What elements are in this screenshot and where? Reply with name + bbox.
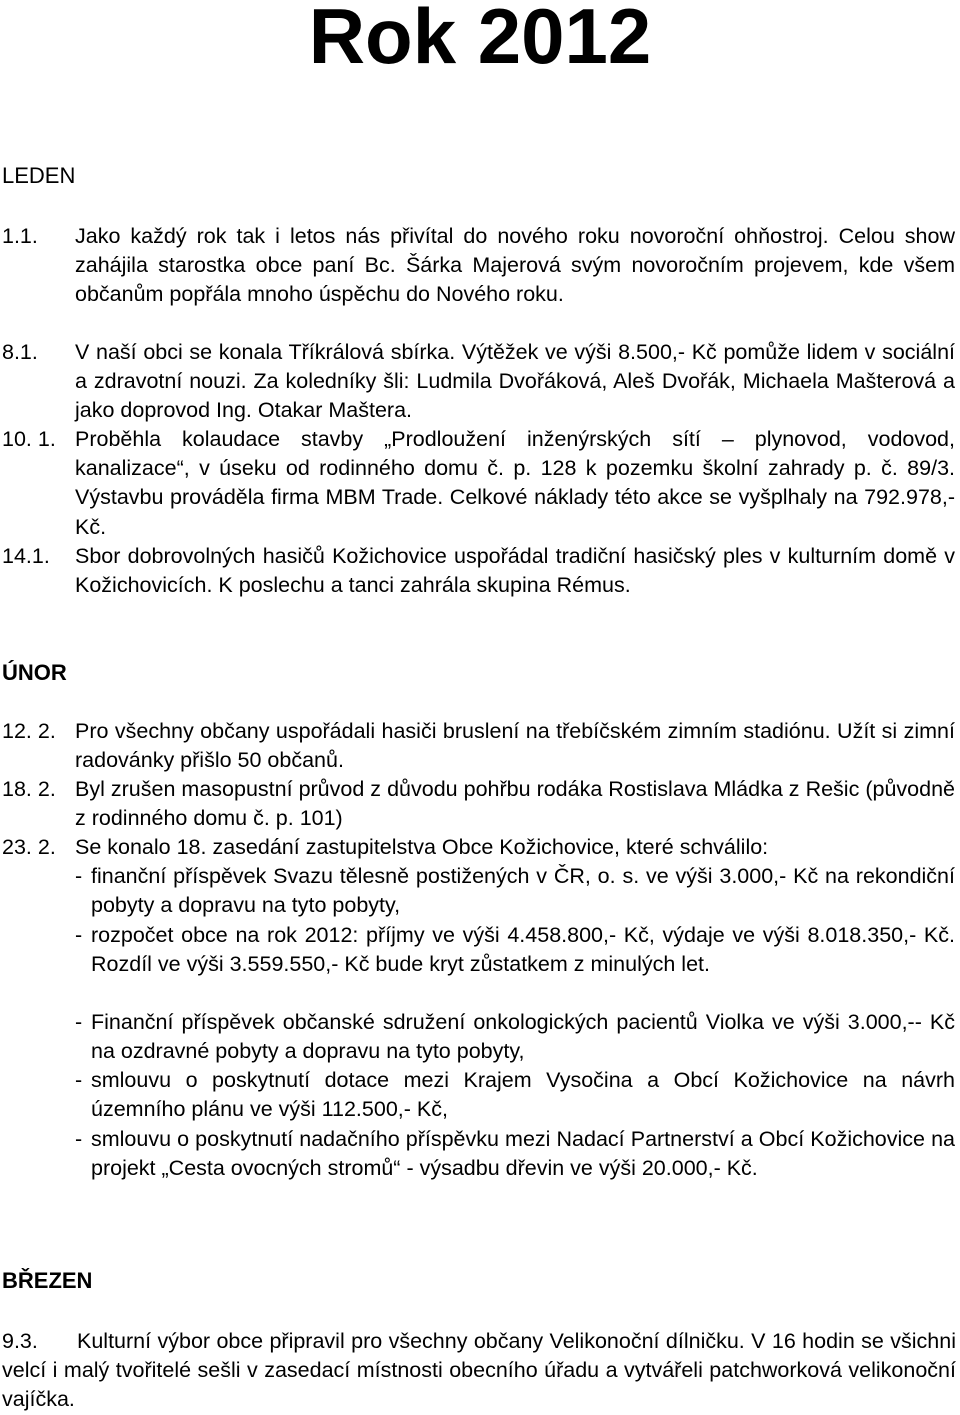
list-item bbox=[0, 338, 960, 426]
resolution-text: finanční příspěvek Svazu tělesně postižených v ČR, o. s. ve výši 3.000,- Kč na rekondiční pobyty a dopravu na tyto pobyty, bbox=[91, 864, 955, 918]
entry-date: 1.1. bbox=[2, 224, 38, 248]
resolution-text: smlouvu o poskytnutí nadačního příspěvku mezi Nadací Partnerství a Obcí Kožichovice na projekt „Cesta ovocných stromů“ - výsadbu dřevin ve výši 20.000,- Kč. bbox=[91, 1127, 955, 1181]
month-heading-leden: LEDEN bbox=[2, 163, 76, 188]
list-dash: - bbox=[75, 1127, 83, 1151]
resolution-item bbox=[75, 1125, 955, 1183]
entry-date: 23. 2. bbox=[2, 835, 56, 859]
entry-text: V naší obci se konala Tříkrálová sbírka. Výtěžek ve výši 8.500,- Kč pomůže lidem v sociální a zdravotní nouzi. Za koledníky šli: Ludmila Dvořáková, Aleš Dvořák, Michaela Mašterová a jako doprovod Ing. Otakar Maštera. bbox=[75, 340, 955, 423]
entry-date: 12. 2. bbox=[2, 719, 56, 743]
entry-date: 18. 2. bbox=[2, 777, 56, 801]
resolution-item bbox=[75, 921, 955, 979]
entry-text: Se konalo 18. zasedání zastupitelstva Obce Kožichovice, které schválilo: bbox=[75, 835, 769, 859]
resolution-item bbox=[75, 1008, 955, 1066]
entry-text-body: Kulturní výbor obce připravil pro všechny občany Velikonoční dílničku. V 16 hodin se všichni velcí i malý tvořitelé sešli v zasedací místnosti obecního úřadu a vytvářeli patchworková velikonoční vajíčka. bbox=[2, 1329, 956, 1412]
page-title: Rok 2012 bbox=[308, 0, 652, 80]
list-item bbox=[0, 775, 960, 833]
entry-date: 14.1. bbox=[2, 544, 50, 568]
list-item bbox=[0, 717, 960, 775]
list-item bbox=[0, 833, 960, 862]
list-dash: - bbox=[75, 923, 83, 947]
month-heading-brezen: BŘEZEN bbox=[2, 1268, 93, 1293]
entry-text: Pro všechny občany uspořádali hasiči bruslení na třebíčském zimním stadiónu. Užít si zimní radovánky přišlo 50 občanů. bbox=[75, 719, 955, 773]
resolution-text: rozpočet obce na rok 2012: příjmy ve výši 4.458.800,- Kč, výdaje ve výši 8.018.350,- Kč. Rozdíl ve výši 3.559.550,- Kč bude kryt zůstatkem z minulých let. bbox=[91, 923, 955, 977]
entry-date: 10. 1. bbox=[2, 427, 56, 451]
resolution-item bbox=[75, 1066, 955, 1124]
entry-text: Proběhla kolaudace stavby „Prodloužení inženýrských sítí – plynovod, vodovod, kanalizace“, v úseku od rodinného domu č. p. 128 k pozemku školní zahrady p. č. 89/3. Výstavbu prováděla firma MBM Trade. Celkové náklady této akce se vyšplhaly na 792.978,- Kč. bbox=[75, 427, 955, 539]
entry-text: Jako každý rok tak i letos nás přivítal do nového roku novoroční ohňostroj. Celou show zahájila starostka obce paní Bc. Šárka Majerová svým novoročním projevem, kde všem občanům popřála mnoho úspěchu do Nového roku. bbox=[75, 224, 955, 307]
list-item bbox=[0, 542, 960, 600]
entry-text bbox=[0, 1327, 956, 1415]
entry-text: Sbor dobrovolných hasičů Kožichovice uspořádal tradiční hasičský ples v kulturním domě v Kožichovicích. K poslechu a tanci zahrála skupina Rémus. bbox=[75, 544, 955, 598]
entry-text: Byl zrušen masopustní průvod z důvodu pohřbu rodáka Rostislava Mládka z Rešic (původně z rodinného domu č. p. 101) bbox=[75, 777, 955, 831]
entry-date: 9.3. bbox=[2, 1329, 38, 1353]
resolution-item bbox=[75, 862, 955, 920]
entry-date: 8.1. bbox=[2, 340, 38, 364]
resolution-text: smlouvu o poskytnutí dotace mezi Krajem Vysočina a Obcí Kožichovice na návrh územního plánu ve výši 112.500,- Kč, bbox=[91, 1068, 955, 1122]
list-dash: - bbox=[75, 1068, 83, 1092]
list-item bbox=[0, 1327, 960, 1415]
list-dash: - bbox=[75, 1010, 83, 1034]
resolution-text: Finanční příspěvek občanské sdružení onkologických pacientů Violka ve výši 3.000,-- Kč na ozdravné pobyty a dopravu na tyto pobyty, bbox=[91, 1010, 955, 1064]
list-item bbox=[0, 425, 960, 542]
list-item bbox=[0, 222, 960, 310]
list-dash: - bbox=[75, 864, 83, 888]
month-heading-unor: ÚNOR bbox=[2, 660, 67, 685]
